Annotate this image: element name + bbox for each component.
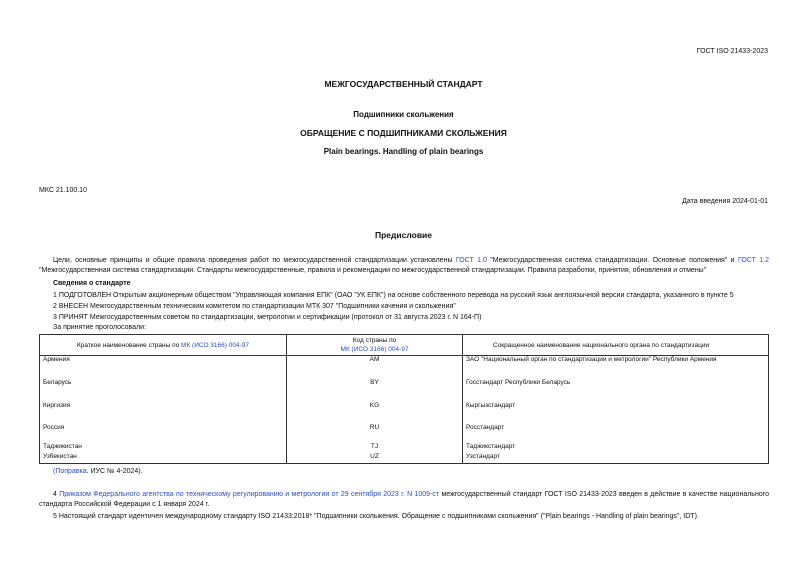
organization-cell: Таджикстандарт [463, 443, 769, 453]
mk-iso-3166-link[interactable]: МК (ИСО 3166) 004-97 [340, 346, 409, 353]
organization-cell: Госстандарт Республики Беларусь [463, 379, 769, 402]
code-cell: TJ [287, 443, 463, 453]
mk-iso-3166-link[interactable]: МК (ИСО 3166) 004-97 [181, 341, 249, 349]
item-adopted: 3 ПРИНЯТ Межгосударственным советом по стандартизации, метрологии и сертификации (протокол от 31 августа 2023 г. N 164-П) [53, 314, 482, 321]
table-row [40, 453, 769, 464]
amendment-link[interactable]: Поправка [55, 468, 87, 475]
organization-cell: Кыргызстандарт [463, 402, 769, 424]
header-code: ГОСТ ISO 21433-2023 [696, 48, 768, 55]
item-prepared: 1 ПОДГОТОВЛЕН Открытым акционерным обществом "Управляющая компания ЕПК" (ОАО "УК ЕПК") на основе собственного перевода на русский язык англоязычной версии стандарта, указанного в пункте 5 [53, 292, 734, 299]
column-header-code: Код страны по МК (ИСО 3166) 004-97 [287, 335, 463, 356]
document-subtitle: Подшипники скольжения [353, 110, 454, 119]
table-row [40, 424, 769, 443]
country-cell: Узбекистан [40, 453, 287, 464]
mks-code: МКС 21.100.10 [39, 187, 87, 194]
foreword-paragraph [39, 256, 769, 276]
voting-countries-table [39, 334, 769, 464]
organization-cell: ЗАО "Национальный орган по стандартизации и метрологии" Республики Армения [463, 356, 769, 379]
code-cell: RU [287, 424, 463, 443]
table-header-row [40, 335, 769, 356]
table-row [40, 379, 769, 402]
country-cell: Беларусь [40, 379, 287, 402]
document-type-title: МЕЖГОСУДАРСТВЕННЫЙ СТАНДАРТ [324, 79, 483, 89]
country-cell: Россия [40, 424, 287, 443]
document-title-en: Plain bearings. Handling of plain bearings [323, 147, 484, 156]
foreword-heading: Предисловие [374, 230, 433, 240]
document-title: ОБРАЩЕНИЕ С ПОДШИПНИКАМИ СКОЛЬЖЕНИЯ [300, 128, 507, 138]
introduction-date: Дата введения 2024-01-01 [682, 198, 768, 205]
foreword-text: "Межгосударственная система стандартизации. Основные положения" и [486, 257, 738, 264]
code-cell: BY [287, 379, 463, 402]
table-row [40, 402, 769, 424]
column-header-organization: Сокращенное наименование национального органа по стандартизации [463, 335, 769, 356]
country-cell: Киргизия [40, 402, 287, 424]
foreword-text: "Межгосударственная система стандартизации. Стандарты межгосударственные, правила и рекомендации по межгосударственной стандартизации. Правила разработки, принятия, обновления и отмены" [39, 267, 707, 274]
standard-info-heading: Сведения о стандарте [53, 280, 131, 287]
country-cell: Таджикистан [40, 443, 287, 453]
table-row [40, 443, 769, 453]
item-submitted: 2 ВНЕСЕН Межгосударственным техническим комитетом по стандартизации МТК 307 "Подшипники качения и скольжения" [53, 303, 456, 310]
table-row [40, 356, 769, 379]
code-cell: UZ [287, 453, 463, 464]
code-cell: KG [287, 402, 463, 424]
gost-1-2-link[interactable]: ГОСТ 1.2 [737, 257, 769, 264]
code-cell: AM [287, 356, 463, 379]
foreword-text: Цели, основные принципы и общие правила проведения работ по межгосударственной стандартизации установлены [53, 257, 456, 264]
order-link[interactable]: Приказом Федерального агентства по техническому регулированию и метрологии от 29 сентября 2023 г. N 1009-ст [59, 491, 440, 498]
amendment-note: (Поправка. ИУС № 4-2024). [53, 468, 143, 475]
country-cell: Армения [40, 356, 287, 379]
organization-cell: Росстандарт [463, 424, 769, 443]
column-header-country: Краткое наименование страны по МК (ИСО 3166) 004-97 [40, 335, 287, 356]
item-order: 4 Приказом Федерального агентства по техническому регулированию и метрологии от 29 сентября 2023 г. N 1009-ст межгосударственный стандарт ГОСТ ISO 21433-2023 введен в действие в качестве национального стандарта Российской Федерации с 1 января 2024 г. [39, 491, 769, 508]
gost-1-0-link[interactable]: ГОСТ 1.0 [455, 257, 487, 264]
voted-label: За принятие проголосовали: [53, 324, 146, 331]
item-identical: 5 Настоящий стандарт идентичен международному стандарту ISO 21433:2018* "Подшипники скольжения. Обращение с подшипниками скольжения" ("Plain bearings - Handling of plain bearings", IDT). [53, 513, 699, 520]
organization-cell: Узстандарт [463, 453, 769, 464]
